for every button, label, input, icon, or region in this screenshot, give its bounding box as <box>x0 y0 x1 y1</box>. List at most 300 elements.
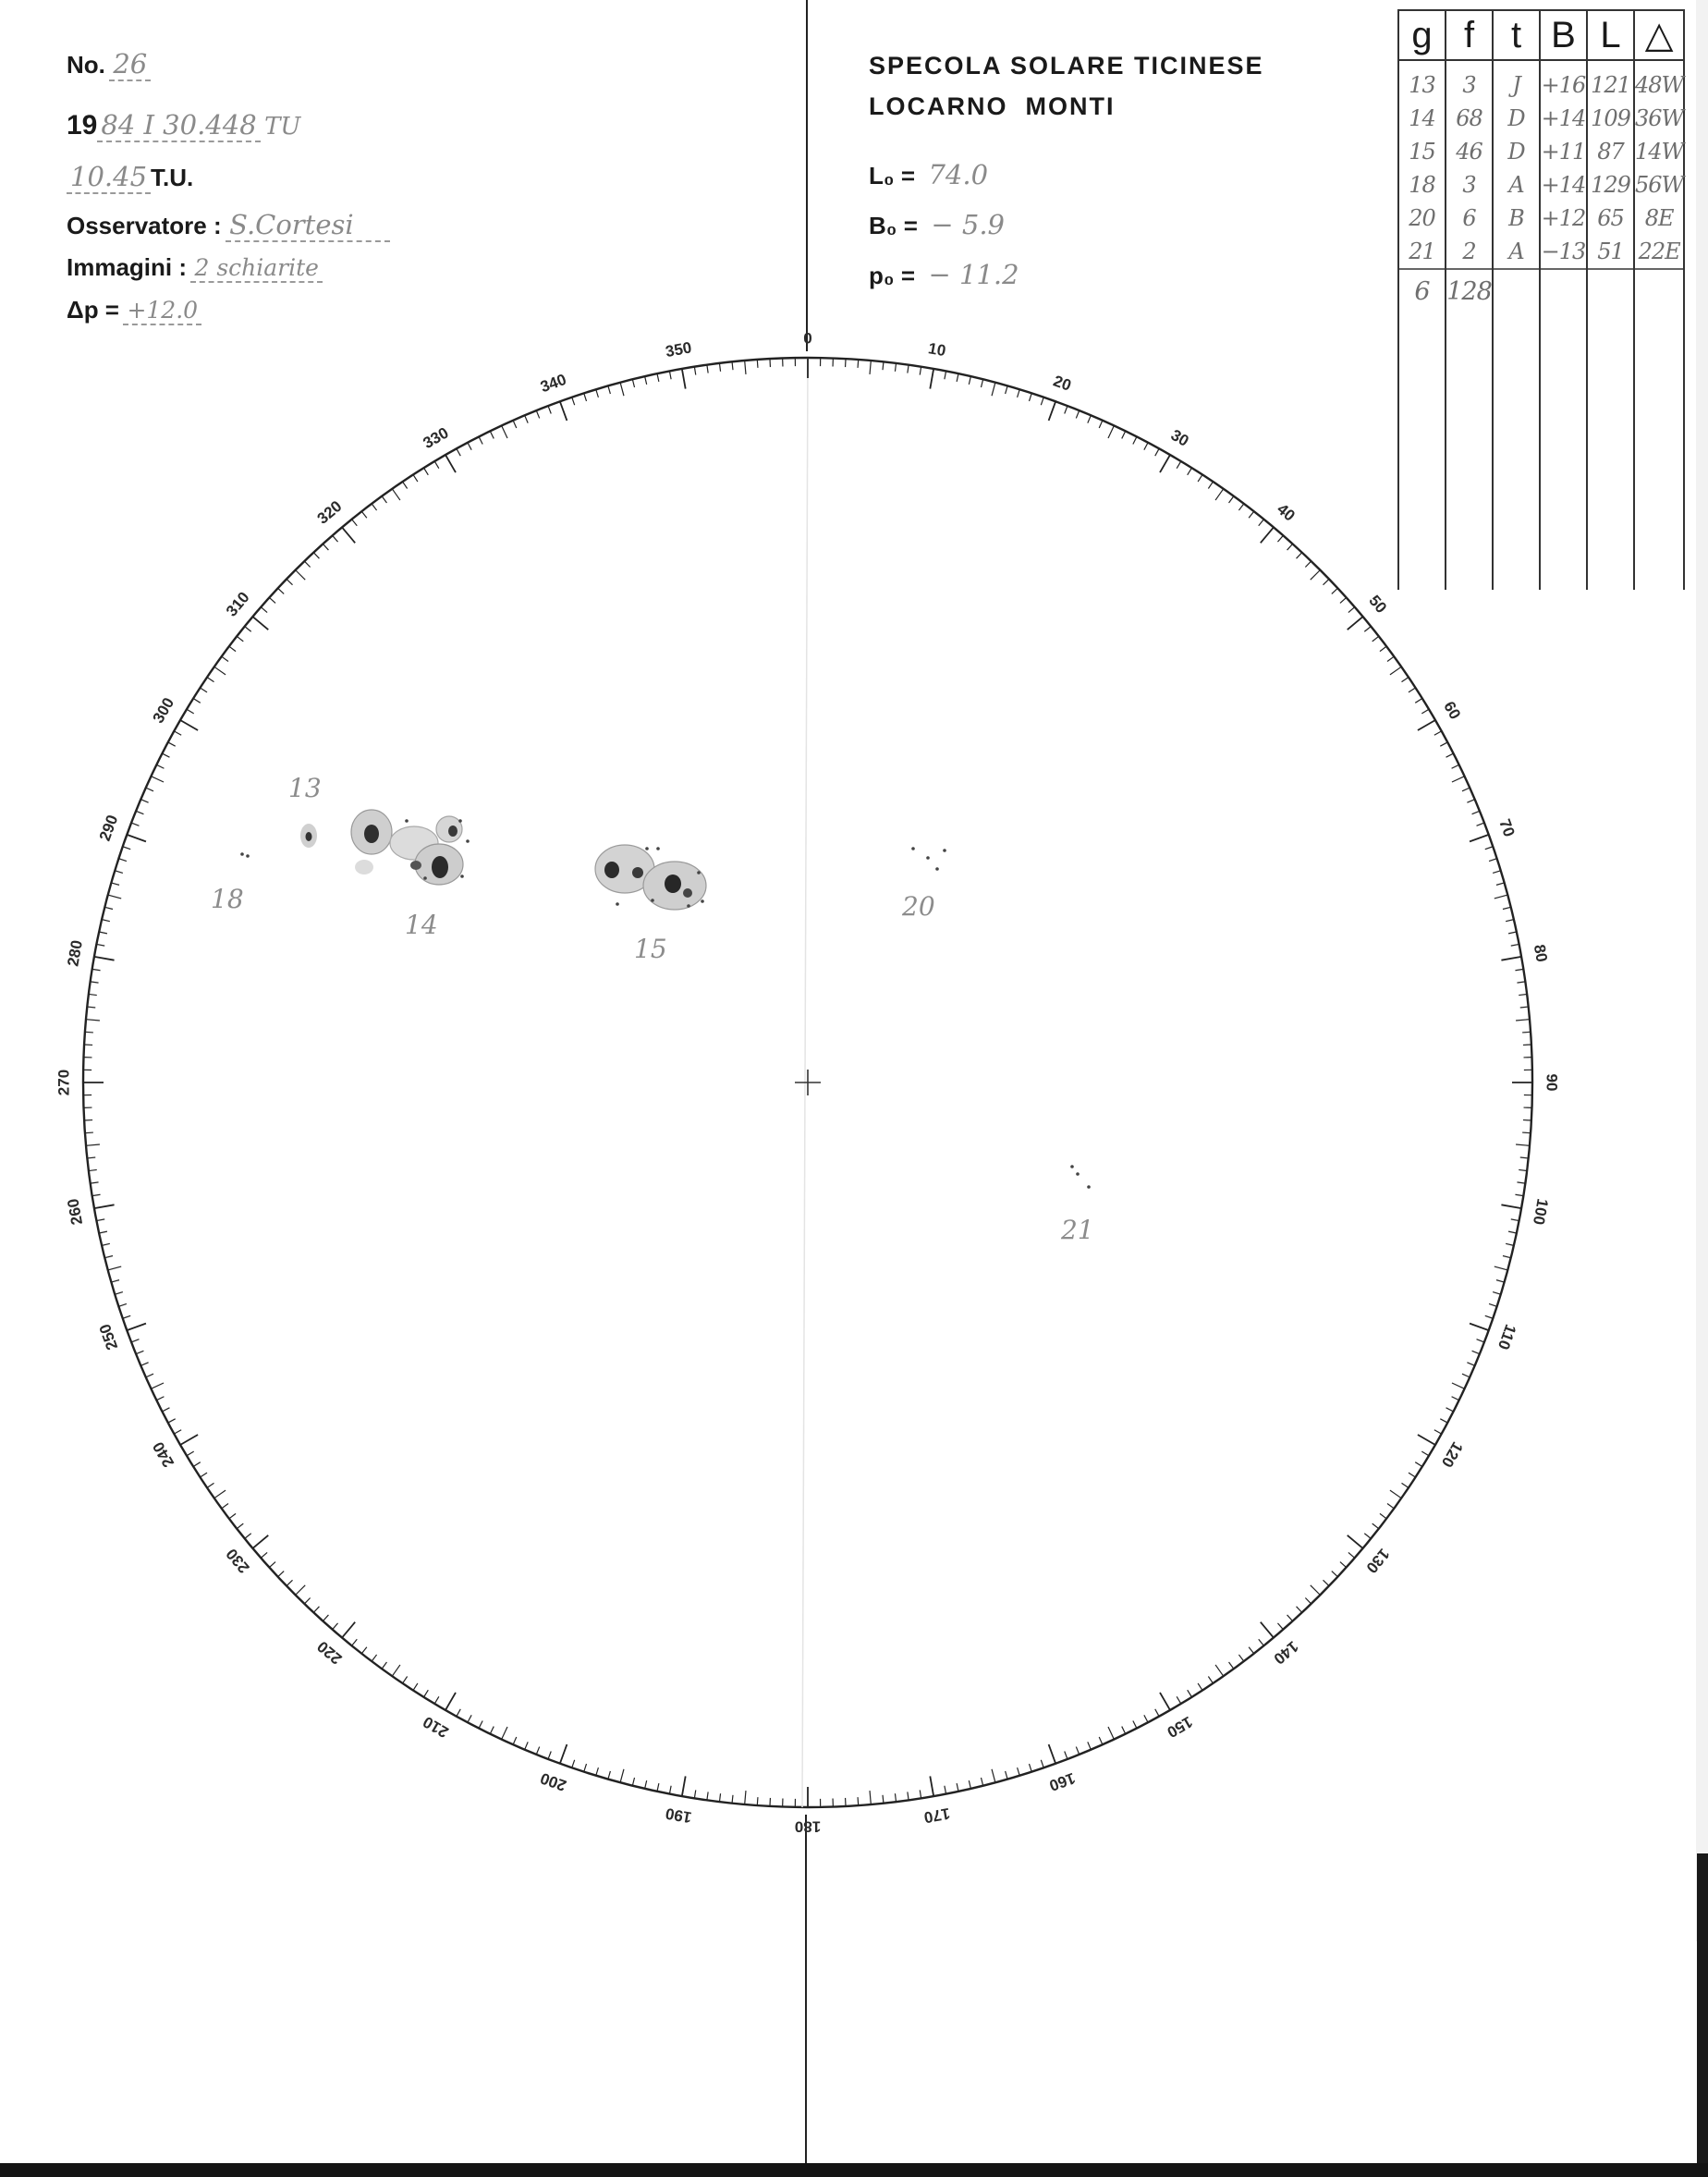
scale-tick <box>1323 1580 1328 1585</box>
scale-tick <box>657 1783 659 1792</box>
scale-tick <box>92 1194 101 1195</box>
scale-tick <box>1065 1752 1068 1759</box>
group-label-21: 21 <box>1061 1215 1094 1245</box>
scale-tick <box>957 373 958 382</box>
scale-tick <box>1516 1144 1530 1145</box>
scale-tick <box>908 1792 909 1800</box>
scale-tick <box>981 1778 982 1786</box>
scale-tick <box>682 1776 686 1796</box>
scale-tick <box>1415 699 1422 703</box>
scale-tick <box>1496 1280 1505 1282</box>
scale-tick <box>304 561 310 567</box>
scale-tick <box>560 1744 567 1764</box>
delta-p-label: Δp = <box>67 296 119 324</box>
scale-tick <box>1467 800 1474 803</box>
scale-tick <box>502 425 507 438</box>
scale-tick <box>313 553 319 559</box>
scale-tick <box>895 363 896 372</box>
scale-tick <box>1372 636 1379 642</box>
scale-tick <box>1261 1622 1274 1638</box>
scale-tick <box>745 1791 746 1804</box>
scale-tick <box>140 800 148 803</box>
scale-tick <box>1485 1315 1494 1318</box>
scale-tick <box>1390 1490 1401 1498</box>
scale-label: 80 <box>1530 943 1551 964</box>
scale-tick <box>1340 597 1347 603</box>
scale-tick <box>115 871 123 874</box>
scale-tick <box>392 1665 400 1676</box>
table-cell: A <box>1493 235 1540 269</box>
scale-tick <box>1332 588 1338 593</box>
table-cell: +14 <box>1540 102 1587 135</box>
scale-tick <box>86 1144 100 1145</box>
table-cell: B <box>1493 202 1540 235</box>
scale-label: 170 <box>922 1804 952 1827</box>
scale-tick <box>1452 777 1465 782</box>
scale-tick <box>261 1552 267 1558</box>
scale-tick <box>895 1793 896 1802</box>
scale-tick <box>870 361 871 374</box>
scale-label: 250 <box>95 1321 122 1352</box>
scale-label: 290 <box>95 813 122 844</box>
scale-tick <box>1452 1383 1465 1388</box>
scale-tick <box>1099 1737 1103 1744</box>
scale-tick <box>548 1752 551 1759</box>
scale-label: 190 <box>664 1804 693 1827</box>
table-cell: 22E <box>1634 235 1684 269</box>
scale-tick <box>180 720 198 730</box>
scale-tick <box>608 1771 610 1780</box>
scale-tick <box>85 1132 93 1133</box>
column-header: B <box>1540 10 1587 60</box>
scale-tick <box>313 1607 319 1613</box>
scale-tick <box>1049 401 1056 421</box>
scale-tick <box>1229 496 1234 503</box>
scale-tick <box>1208 482 1213 488</box>
scale-tick <box>1340 1562 1347 1568</box>
institution-location: LOCARNO MONTI <box>869 92 1116 120</box>
year-prefix: 19 <box>67 110 98 141</box>
scale-label: 230 <box>222 1545 253 1577</box>
scale-tick <box>1485 847 1494 850</box>
pore <box>911 847 915 850</box>
scale-tick <box>352 1639 358 1645</box>
scale-tick <box>168 742 176 746</box>
scale-tick <box>392 489 400 500</box>
umbra-group-14 <box>364 825 379 843</box>
scale-tick <box>1041 397 1043 406</box>
scale-tick <box>136 1351 143 1353</box>
group-label-18: 18 <box>211 884 244 914</box>
table-cell: 129 <box>1587 168 1634 202</box>
scale-tick <box>1387 1504 1394 1509</box>
pore <box>466 839 470 843</box>
scale-tick <box>1229 1662 1234 1669</box>
scale-tick <box>1415 1462 1422 1467</box>
table-cell: D <box>1493 135 1540 168</box>
table-cell: 121 <box>1587 68 1634 102</box>
scale-tick <box>1493 871 1501 874</box>
scale-label: 350 <box>664 338 693 361</box>
scale-tick <box>296 570 306 581</box>
group-label-20: 20 <box>902 891 935 922</box>
scale-tick <box>1472 1351 1480 1353</box>
scale-tick <box>229 1513 236 1518</box>
group-label-15: 15 <box>634 934 667 964</box>
scale-label: 130 <box>1362 1545 1394 1577</box>
scale-tick <box>560 401 567 421</box>
pore <box>687 904 690 908</box>
scale-tick <box>323 1615 328 1621</box>
scale-tick <box>1467 1363 1474 1366</box>
table-cell: 109 <box>1587 102 1634 135</box>
scale-tick <box>1348 1552 1355 1558</box>
umbra-group-14 <box>410 861 421 870</box>
scale-tick <box>1018 1767 1020 1776</box>
scale-label: 140 <box>1270 1637 1302 1669</box>
scale-label: 30 <box>1167 425 1192 450</box>
scale-tick <box>1029 1764 1031 1772</box>
scale-tick <box>1503 1255 1511 1257</box>
table-cell: 14W <box>1634 135 1684 168</box>
scale-tick <box>269 597 275 603</box>
table-cell: 51 <box>1587 235 1634 269</box>
scale-tick <box>669 371 671 379</box>
scale-tick <box>632 1778 634 1786</box>
scale-tick <box>1332 1572 1338 1577</box>
scale-tick <box>296 1585 306 1596</box>
scale-tick <box>85 1032 93 1033</box>
scale-tick <box>174 731 181 735</box>
scale-tick <box>252 1535 268 1548</box>
scale-tick <box>1144 443 1148 450</box>
scale-tick <box>883 1795 884 1804</box>
scale-tick <box>1522 1132 1531 1133</box>
scale-tick <box>1440 742 1447 746</box>
scale-tick <box>1462 1374 1470 1377</box>
pore <box>645 847 649 850</box>
table-cell: 56W <box>1634 168 1684 202</box>
table-cell: D <box>1493 102 1540 135</box>
scale-tick <box>1029 393 1031 401</box>
date-suffix: TU <box>264 113 301 141</box>
scale-tick <box>1348 1535 1363 1548</box>
scale-tick <box>513 421 517 428</box>
scale-tick <box>342 527 355 543</box>
scale-tick <box>403 482 408 488</box>
scale-tick <box>584 393 587 401</box>
scale-tick <box>118 859 127 862</box>
scale-tick <box>136 811 143 813</box>
number-value: 26 <box>109 48 151 81</box>
scale-tick <box>1108 425 1114 438</box>
scale-label: 340 <box>538 370 569 397</box>
scale-tick <box>127 835 146 842</box>
scale-tick <box>89 1169 97 1170</box>
table-cell: 21 <box>1398 235 1446 269</box>
scale-tick <box>502 1727 507 1740</box>
scale-tick <box>1259 520 1264 526</box>
scale-tick <box>1489 859 1497 862</box>
scale-tick <box>1122 431 1126 438</box>
scale-label: 60 <box>1440 698 1465 723</box>
scale-tick <box>657 373 659 382</box>
scale-tick <box>572 1760 575 1768</box>
table-cell: 18 <box>1398 168 1446 202</box>
scale-tick <box>252 617 268 630</box>
umbra-group-14 <box>448 826 458 837</box>
scale-tick <box>1311 570 1321 581</box>
scale-tick <box>490 431 494 438</box>
column-header: f <box>1446 10 1493 60</box>
scale-tick <box>1501 957 1521 960</box>
scale-tick <box>1387 656 1394 661</box>
time-value: 10.45 <box>67 161 151 194</box>
pore <box>935 867 939 871</box>
scale-label: 10 <box>926 339 947 361</box>
scale-tick <box>1402 678 1409 682</box>
scale-tick <box>1452 764 1459 768</box>
scale-tick <box>1076 1747 1079 1755</box>
scale-tick <box>468 1715 471 1722</box>
scale-tick <box>1516 1020 1530 1021</box>
scale-tick <box>86 1020 100 1021</box>
scale-tick <box>94 1205 115 1208</box>
scale-tick <box>245 627 251 632</box>
scale-tick <box>536 1747 539 1755</box>
scale-label: 220 <box>313 1637 346 1669</box>
scale-tick <box>1508 932 1517 934</box>
column-header: t <box>1493 10 1540 60</box>
sunspot-drawings <box>240 810 1091 1189</box>
scale-tick <box>156 1397 164 1400</box>
pore <box>943 849 946 852</box>
scale-tick <box>1287 544 1293 550</box>
scale-tick <box>1409 1473 1416 1477</box>
scale-tick <box>89 994 97 995</box>
column-header: g <box>1398 10 1446 60</box>
scale-tick <box>1297 553 1302 559</box>
scale-tick <box>572 397 575 406</box>
scale-tick <box>1297 1607 1302 1613</box>
pore <box>458 819 462 823</box>
scale-tick <box>1198 1683 1202 1691</box>
scale-tick <box>468 443 471 450</box>
scale-tick <box>151 1383 164 1388</box>
scale-tick <box>111 1280 119 1282</box>
scale-tick <box>434 1696 439 1704</box>
scale-tick <box>278 588 285 593</box>
scale-tick <box>1261 527 1274 543</box>
scale-tick <box>146 1374 153 1377</box>
scale-tick <box>1390 667 1401 675</box>
scale-label: 120 <box>1437 1438 1467 1471</box>
scale-label: 90 <box>1543 1073 1561 1092</box>
scale-tick <box>1088 415 1092 422</box>
scale-tick <box>102 1243 110 1245</box>
pore <box>697 871 701 874</box>
scale-tick <box>229 646 236 651</box>
scale-tick <box>1177 461 1181 469</box>
scale-tick <box>957 1783 958 1792</box>
table-cell: +16 <box>1540 68 1587 102</box>
scale-tick <box>1372 1523 1379 1529</box>
umbra-group-15 <box>665 874 681 893</box>
scale-tick <box>719 1793 720 1802</box>
scale-tick <box>1477 823 1484 826</box>
scale-tick <box>1508 1231 1517 1233</box>
scale-tick <box>207 1483 214 1487</box>
scale-tick <box>1421 1451 1429 1456</box>
scale-tick <box>870 1791 871 1804</box>
scale-tick <box>193 699 201 703</box>
P0-label: p₀ = <box>869 262 916 289</box>
scale-tick <box>513 1737 517 1744</box>
table-cell: 14 <box>1398 102 1446 135</box>
scale-tick <box>1122 1727 1126 1734</box>
scale-tick <box>207 678 214 682</box>
scale-label: 100 <box>1529 1197 1552 1227</box>
table-cell: 3 <box>1446 168 1493 202</box>
table-cell: 36W <box>1634 102 1684 135</box>
scale-tick <box>127 1324 146 1331</box>
scale-tick <box>1049 1744 1056 1764</box>
scale-tick <box>222 1504 228 1509</box>
scale-tick <box>187 709 194 714</box>
penumbra-group-14 <box>355 860 373 874</box>
scale-tick <box>1477 1339 1484 1342</box>
scale-tick <box>1215 489 1224 500</box>
scale-tick <box>1088 1742 1092 1749</box>
scale-tick <box>945 371 946 379</box>
scale-tick <box>162 1408 169 1412</box>
scale-label: 180 <box>794 1817 822 1836</box>
scale-tick <box>237 1523 243 1529</box>
scale-tick <box>99 932 107 934</box>
scale-tick <box>694 367 695 375</box>
pore <box>616 902 619 906</box>
scale-tick <box>1470 1324 1489 1331</box>
scale-tick <box>1506 920 1514 922</box>
scale-tick <box>151 777 164 782</box>
scale-tick <box>361 511 367 518</box>
scale-tick <box>858 1797 859 1805</box>
scale-tick <box>180 1435 198 1445</box>
scale-tick <box>222 656 228 661</box>
total-spots: 128 <box>1446 269 1493 312</box>
scale-tick <box>1277 1623 1283 1630</box>
table-cell: A <box>1493 168 1540 202</box>
institution-name: SPECOLA SOLARE TICINESE <box>869 52 1264 79</box>
scale-tick <box>123 1315 131 1318</box>
scale-tick <box>1108 1727 1114 1740</box>
scale-tick <box>382 1662 386 1669</box>
scale-tick <box>1506 1243 1514 1245</box>
scale-tick <box>992 383 995 396</box>
scale-tick <box>745 361 746 374</box>
scale-tick <box>930 369 933 389</box>
table-cell: 13 <box>1398 68 1446 102</box>
scale-label: 70 <box>1495 816 1519 839</box>
scale-tick <box>193 1462 201 1467</box>
table-cell: 87 <box>1587 135 1634 168</box>
scale-tick <box>333 535 338 542</box>
scale-tick <box>382 496 386 503</box>
scale-tick <box>214 667 226 675</box>
scale-tick <box>479 436 482 444</box>
scale-label: 40 <box>1274 499 1299 525</box>
scale-tick <box>908 365 909 373</box>
scale-tick <box>1440 1419 1447 1423</box>
scale-tick <box>645 1780 647 1789</box>
scale-tick <box>883 361 884 370</box>
scale-tick <box>1006 1771 1007 1780</box>
scale-tick <box>1160 1693 1170 1710</box>
scale-tick <box>548 406 551 413</box>
table-cell: +12 <box>1540 202 1587 235</box>
scale-tick <box>92 969 101 970</box>
table-cell: 15 <box>1398 135 1446 168</box>
table-cell: 3 <box>1446 68 1493 102</box>
scale-tick <box>434 461 439 469</box>
scale-tick <box>131 823 139 826</box>
time-suffix: T.U. <box>151 164 194 191</box>
delta-p-value: +12.0 <box>123 297 201 325</box>
scale-tick <box>1494 895 1507 899</box>
scale-label: 240 <box>149 1438 178 1471</box>
scale-tick <box>200 688 207 692</box>
scale-tick <box>1493 1292 1501 1295</box>
scale-label: 260 <box>64 1197 87 1227</box>
table-cell: 68 <box>1446 102 1493 135</box>
scale-tick <box>1006 385 1007 394</box>
scale-tick <box>732 361 733 370</box>
scale-tick <box>1402 1483 1409 1487</box>
number-label: No. <box>67 51 105 79</box>
scale-tick <box>1511 1219 1519 1221</box>
scale-tick <box>1496 883 1505 885</box>
scale-label: 280 <box>64 938 87 968</box>
scale-tick <box>536 410 539 418</box>
total-groups: 6 <box>1398 269 1446 312</box>
scale-tick <box>920 1790 921 1798</box>
scale-tick <box>1511 944 1519 946</box>
scale-tick <box>1434 731 1442 735</box>
umbra-group-15 <box>604 862 619 878</box>
scale-tick <box>1238 504 1243 510</box>
scale-tick <box>969 1780 970 1789</box>
scale-tick <box>1520 1007 1529 1008</box>
scale-tick <box>372 1655 376 1661</box>
scale-tick <box>445 455 456 472</box>
scale-tick <box>168 1419 176 1423</box>
scale-tick <box>1133 1721 1137 1729</box>
scale-tick <box>707 1792 708 1800</box>
scale-tick <box>1380 1513 1386 1518</box>
scale-label: 270 <box>55 1069 73 1096</box>
scale-label: 310 <box>222 588 253 620</box>
pore <box>1087 1185 1091 1189</box>
scale-tick <box>1522 1032 1531 1033</box>
observer-label: Osservatore : <box>67 212 222 239</box>
scale-label: 0 <box>803 329 812 348</box>
scale-tick <box>123 847 131 850</box>
scale-tick <box>1238 1655 1243 1661</box>
scale-tick <box>333 1623 338 1630</box>
pore <box>656 847 660 850</box>
scale-tick <box>1188 468 1192 475</box>
scale-tick <box>102 920 110 922</box>
